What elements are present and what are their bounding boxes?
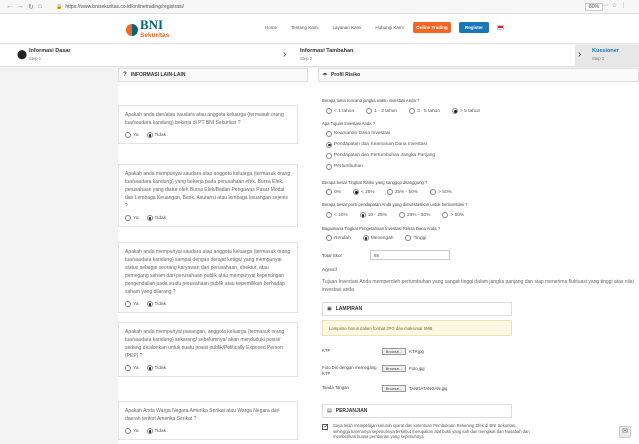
goal-question: Apa Tujuan Investasi Anda ? (322, 121, 376, 126)
logo-mark-icon (126, 24, 138, 36)
question-3: Apakah anda mempunyai saudara atau anggota keluarga (termasuk orang tua/saudara kandung) sampai dengan derajat ketiga/ yang mempunyai status sebagai seorang karyawan dari perusahaan, direktur, atau pemegang saham dari perusahaan publik atau mempunyai kepentingan pengendalian pada suatu perusahaan publik atau kepemilikan berhadap saham yang dilarang ? Ya Tidak (118, 242, 298, 313)
back-icon[interactable]: ← (6, 2, 13, 10)
step-arrow-icon: › (283, 49, 287, 60)
attachment-icon: ▣ (327, 306, 332, 312)
q3-yes[interactable]: Ya (125, 301, 139, 307)
signature-upload-row: Tanda Tangan Browse... TANDATANGAN.jpg (322, 385, 448, 391)
total-score-label: Total Skor (322, 252, 343, 258)
question-4: Apakah anda mempunyai pasangan, anggota keluarga (termasuk orang tua/saudara kandung) sekarang/ sebelumnya/ akan menduduki posisi/ sedang dicalonkan untuk suatu posisi publik/Politically Exposed Person (PEP) ? Ya Tidak (118, 322, 298, 377)
agreement-header: ▤ PERJANJIAN (322, 404, 512, 418)
q3-no[interactable]: Tidak (147, 301, 167, 307)
q5-no[interactable]: Tidak (147, 428, 167, 434)
online-trading-button[interactable]: Online Trading (413, 22, 451, 33)
step-1[interactable]: ⬤ Informasi Dasar Step 1 (17, 48, 71, 61)
attachment-header: ▣ LAMPIRAN (322, 302, 512, 316)
period-options: < 1 tahun 1 - 3 tahun 3 - 5 tahun > 5 tahun (326, 108, 480, 114)
question-2: Apakah anda mempunyai saudara atau anggota keluarga (termasuk orang tua/saudara kandung) yang bekerja pada perusahaan efek, Bursa Efek, perusahaan yang diatur oleh Bursa Efek/Badan Pengawas Pasar Modal dan Lembaga Keuangan, Bank, Asuransi atau lembaga keuangan sejenis ? Ya Tidak (118, 164, 298, 227)
document-icon: ▤ (327, 408, 332, 414)
agreement-checkbox[interactable] (322, 424, 328, 430)
q5-yes[interactable]: Ya (125, 428, 139, 434)
ktp-browse-button[interactable]: Browse... (382, 348, 406, 355)
umbrella-icon: ☂ (322, 72, 328, 79)
logo-main-text: BNI (140, 17, 164, 32)
step-3[interactable]: Kuesioner Step 3 (592, 48, 619, 61)
ktp-upload-row: KTP Browse... KTP.jpg (322, 348, 424, 354)
forward-icon[interactable]: → (17, 2, 24, 10)
q1-yes[interactable]: Ya (125, 132, 139, 138)
risk-profile-result: Agresif (322, 268, 337, 273)
selfie-upload-row: Foto Diri dengan memegang KTP Browse... Foto.jpg (322, 365, 425, 376)
return-options: < 10% 10 - 25% 26% - 50% > 50% (326, 212, 464, 218)
nav-home[interactable]: Home (265, 25, 278, 30)
url-text: https://www.bnisekuritas.co.id/onlinetrading/registrasi/ (65, 3, 185, 10)
signature-browse-button[interactable]: Browse... (382, 385, 406, 392)
q2-yes[interactable]: Ya (125, 215, 139, 221)
form-content (118, 68, 639, 444)
agreement-text: Saya telah mempelajari seluruh syarat dan ketentuan Pembukaan Rekening Efek di BNI Sekuritas, sehingga karenanya sepenuhnya tersebut merupakan alat bukti yang sah dan mengikat dan Nasabah dan memberikan kuasa pemberian yang sepenuhnya (333, 423, 530, 439)
other-info-column (118, 68, 308, 434)
risk-question: Berapa besar Tingkat Risiko yang sanggup ditanggung ? (322, 180, 428, 185)
register-button[interactable]: Register (459, 22, 489, 33)
site-header (0, 14, 639, 44)
step-indicator (0, 45, 639, 67)
other-info-header: ? INFORMASI LAIN-LAIN (118, 68, 308, 82)
risk-profile-column (318, 68, 639, 439)
risk-options: 0% < 25% 25% - 50% > 50% (326, 189, 452, 195)
attachment-note: Lampiran harus dalam format JPG dan maksimal 5MB (322, 320, 512, 336)
goal-options: Keamanan Dana Investasi Pendapatan dan Keamanan Dana Investasi Pendapatan dan Pertumbuhan Jangka Panjang Pertumbuhan (326, 128, 435, 172)
total-score-row (322, 250, 450, 260)
browser-nav (0, 3, 42, 11)
knowledge-options: Rendah Menengah Tinggi (326, 235, 426, 241)
q4-no[interactable]: Tidak (147, 365, 167, 371)
q2-no[interactable]: Tidak (147, 215, 167, 221)
step-2[interactable]: Informasi Tambahan Step 2 (300, 48, 354, 61)
knowledge-question: Bagaimana Tingkat Pengetahuan Investasi Reksa Dana Anda ? (322, 226, 441, 231)
reload-icon[interactable]: ↻ (28, 3, 34, 11)
indonesia-flag-icon[interactable] (497, 25, 504, 30)
q1-no[interactable]: Tidak (147, 132, 167, 138)
nav-contact[interactable]: Hubungi Kami (375, 25, 404, 30)
risk-profile-header: ☂ Profil Risiko (318, 68, 639, 82)
q4-yes[interactable]: Ya (125, 365, 139, 371)
question-1: Apakah anda dan/atau saudara atau anggota keluarga (termasuk orang tua/saudara kandung) bekerja di PT BNI Sekuritas ? Ya Tidak (118, 105, 298, 144)
nav-services[interactable]: Layanan Kami (332, 25, 362, 30)
nav-about[interactable]: Tentang Kami (291, 25, 319, 30)
lock-icon: 🔒 (56, 3, 63, 10)
map-pin-icon: ⬤ (17, 49, 28, 59)
home-icon[interactable]: ⌂ (37, 2, 43, 10)
address-bar[interactable] (56, 4, 184, 10)
bni-logo[interactable] (126, 17, 170, 40)
period-question: Berapa lama rencana jangka waktu investasi Anda ? (322, 98, 420, 103)
question-icon: ? (123, 72, 127, 78)
browser-toolbar (0, 0, 639, 14)
selfie-browse-button[interactable]: Browse... (382, 365, 406, 372)
zoom-level[interactable]: 80% (585, 3, 603, 11)
question-5: Apakah Anda Warga Negara Amerika Serikat atau Warga Negara dari daerah teritori Amerika Serikat ? Ya Tidak (118, 401, 298, 440)
chat-icon[interactable]: ✉ (619, 426, 631, 438)
risk-profile-description: Tujuan Investasi Anda memperoleh pertumbuhan yang sangat tinggi dalam jangka panjang dan siap menerima fluktuasi yang tinggi atas nilai investasi anda (322, 279, 634, 293)
selfie-file-name: Foto.jpg (409, 366, 425, 371)
ktp-file-name: KTP.jpg (409, 349, 424, 354)
return-question: Berapa besar porsi pendapatan Anda yang diinvestasikan untuk berinvestasi ? (322, 202, 468, 207)
step-arrow-icon: › (578, 49, 582, 60)
logo-sub-text: Sekuritas (140, 32, 170, 39)
signature-file-name: TANDATANGAN.jpg (409, 386, 448, 391)
toolbar-icons[interactable]: ⋯ ☆ ⋮ (602, 3, 628, 9)
agreement-row (322, 423, 533, 440)
top-nav (265, 25, 404, 30)
total-score-field[interactable]: 65 (370, 250, 450, 260)
